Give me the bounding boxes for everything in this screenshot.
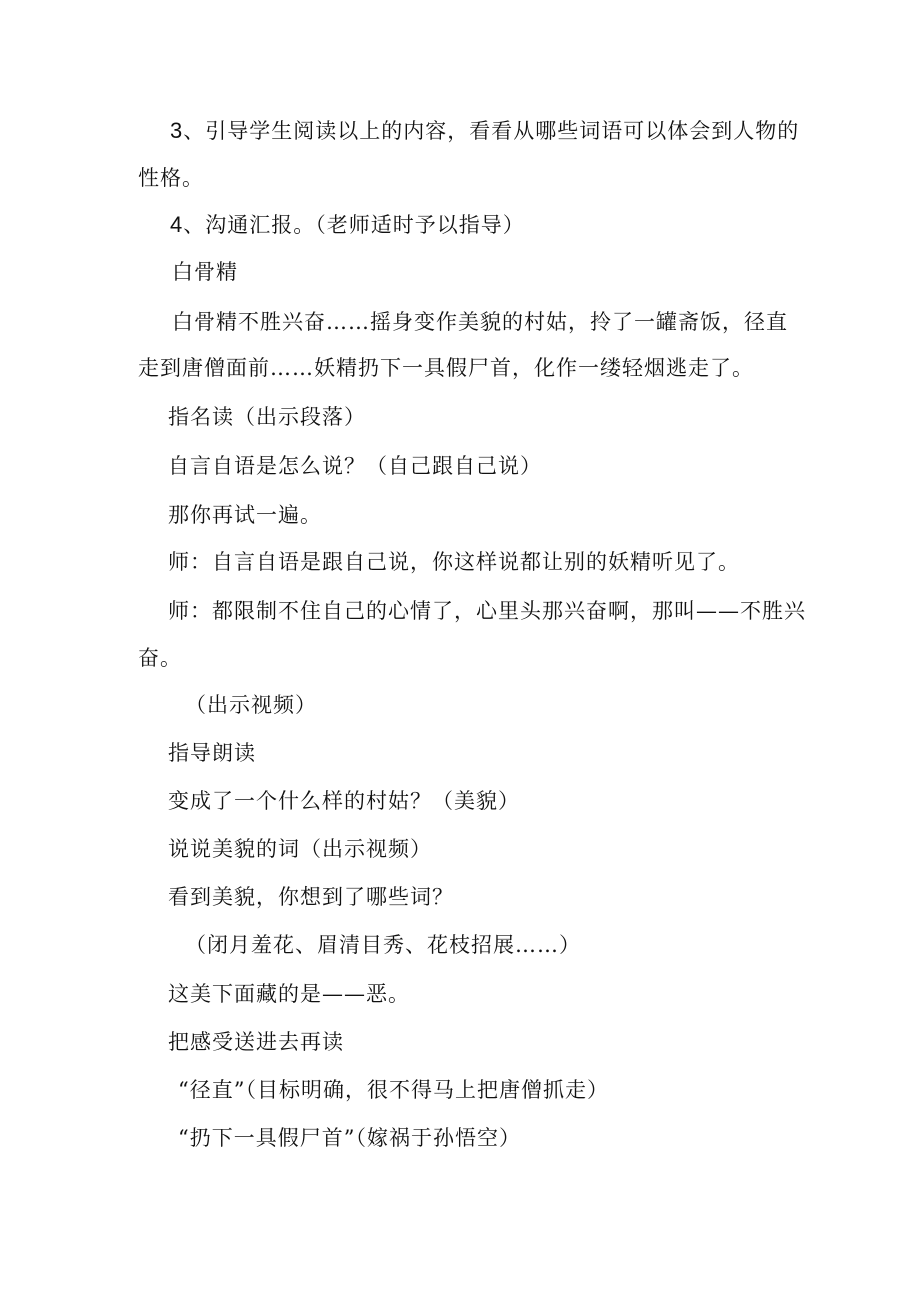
item-4-text: 、沟通汇报。（老师适时予以指导） xyxy=(183,213,525,237)
item-3-line-1 xyxy=(170,118,799,144)
text-line: 看到美貌，你想到了哪些词？ xyxy=(168,885,454,909)
text-line: 这美下面藏的是——恶。 xyxy=(168,982,410,1006)
text-line: 指导朗读 xyxy=(168,741,256,765)
item-3-number: 3 xyxy=(170,118,184,143)
text-line: 师：都限制不住自己的心情了，心里头那兴奋啊，那叫——不胜兴 xyxy=(168,599,806,623)
text-line: （出示视频） xyxy=(185,693,317,717)
text-line: 奋。 xyxy=(138,646,182,670)
text-line: “扔下一具假尸首”（嫁祸于孙悟空） xyxy=(178,1126,521,1150)
section-heading: 白骨精 xyxy=(172,260,238,284)
text-line: 指名读（出示段落） xyxy=(168,405,366,429)
text-line: 师：自言自语是跟自己说，你这样说都让别的妖精听见了。 xyxy=(168,550,740,574)
text-line: 变成了一个什么样的村姑？（美貌） xyxy=(168,789,520,813)
item-4-line xyxy=(170,212,525,238)
text-line: “径直”（目标明确，很不得马上把唐僧抓走） xyxy=(178,1078,609,1102)
item-3-line-2: 性格。 xyxy=(138,166,204,190)
text-line: 说说美貌的词（出示视频） xyxy=(168,837,432,861)
passage-line-2: 走到唐僧面前……妖精扔下一具假尸首，化作一缕轻烟逃走了。 xyxy=(138,356,754,380)
text-line: 把感受送进去再读 xyxy=(168,1030,344,1054)
text-line: （闭月羞花、眉清目秀、花枝招展……） xyxy=(185,933,581,957)
text-line: 那你再试一遍。 xyxy=(168,503,322,527)
passage-line-1: 白骨精不胜兴奋……摇身变作美貌的村姑，拎了一罐斋饭，径直 xyxy=(172,310,788,334)
item-4-number: 4 xyxy=(170,212,184,237)
text-line: 自言自语是怎么说？（自己跟自己说） xyxy=(168,454,542,478)
item-3-text: 、引导学生阅读以上的内容，看看从哪些词语可以体会到人物的 xyxy=(183,119,800,143)
